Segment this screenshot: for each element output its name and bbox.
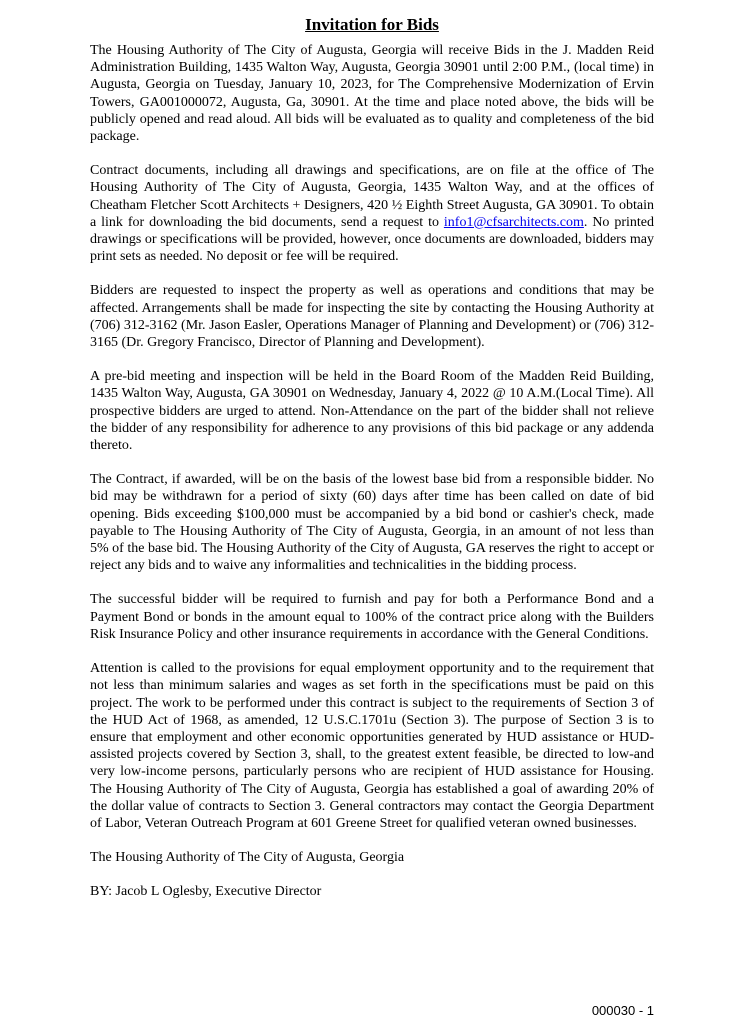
paragraph-pre-bid-meeting: A pre-bid meeting and inspection will be held in the Board Room of the Madden Reid Building, 1435 Walton Way, Augusta, GA 30901 on Wednesday, January 4, 2022 @ 10 A.M.(Local Time). All prospective bidders are urged to attend. Non-Attendance on the part of the bidder shall not relieve the bidder of any responsibility for adherence to any provisions of this bid package or any addenda thereto.: [90, 369, 654, 454]
signature-by: BY: Jacob L Oglesby, Executive Director: [90, 884, 322, 900]
paragraph-equal-opportunity: Attention is called to the provisions for equal employment opportunity and to the requirement that not less than minimum salaries and wages as set forth in the specifications must be paid on this project. The work to be performed under this contract is subject to the requirements of Section 3 of the HUD Act of 1968, as amended, 12 U.S.C.1701u (Section 3). The purpose of Section 3 is to ensure that employment and other economic opportunities generated by HUD assistance or HUD-assisted projects covered by Section 3, shall, to the greatest extent feasible, be directed to low-and very low-income persons, particularly persons who are recipient of HUD assistance for Housing. The Housing Authority of The City of Augusta, Georgia has established a goal of awarding 20% of the dollar value of contracts to Section 3. General contractors may contact the Georgia Department of Labor, Veteran Outreach Program at 601 Greene Street for qualified veteran owned businesses.: [90, 661, 654, 831]
document-title: Invitation for Bids: [305, 15, 439, 34]
page-number: 000030 - 1: [591, 1003, 654, 1018]
document-page: [90, 14, 654, 918]
paragraph-bid-receipt: The Housing Authority of The City of Augusta, Georgia will receive Bids in the J. Madden Reid Administration Building, 1435 Walton Way, Augusta, Georgia 30901 until 2:00 P.M., (local time) in Augusta, Georgia on Tuesday, January 10, 2023, for The Comprehensive Modernization of Ervin Towers, GA001000072, Augusta, Ga, 30901. At the time and place noted above, the bids will be publicly opened and read aloud. All bids will be evaluated as to quality and completeness of the bid package.: [90, 43, 654, 145]
paragraph-contract-documents-text-end: . No printed drawings or specifications will be provided, however, once documents are downloaded, bidders may print sets as needed. No deposit or fee will be required.: [90, 214, 655, 265]
email-link[interactable]: info1@cfsarchitects.com: [443, 214, 584, 230]
paragraph-site-inspection: Bidders are requested to inspect the property as well as operations and conditions that may be affected. Arrangements shall be made for inspecting the site by contacting the Housing Authority at (706) 312-3162 (Mr. Jason Easler, Operations Manager of Planning and Development) or (706) 312-3165 (Dr. Gregory Francisco, Director of Planning and Development).: [90, 283, 654, 351]
signature-organization: The Housing Authority of The City of Augusta, Georgia: [90, 850, 405, 866]
paragraph-contract-documents-text: Contract documents, including all drawings and specifications, are on file at the office of The Housing Authority of The City of Augusta, Georgia, 1435 Walton Way, and at the offices of Cheatham Fletcher Scott Architects + Designers, 420 ½ Eighth Street Augusta, GA 30901. To obtain a link for downloading the bid documents, send a request to: [90, 163, 654, 230]
paragraph-contract-documents: [90, 162, 654, 265]
paragraph-bonds: The successful bidder will be required to furnish and pay for both a Performance Bond and a Payment Bond or bonds in the amount equal to 100% of the contract price along with the Builders Risk Insurance Policy and other insurance requirements in accordance with the General Conditions.: [90, 592, 654, 642]
paragraph-contract-award: The Contract, if awarded, will be on the basis of the lowest base bid from a responsible bidder. No bid may be withdrawn for a period of sixty (60) days after time has been called on date of bid opening. Bids exceeding $100,000 must be accompanied by a bid bond or cashier's check, made payable to The Housing Authority of The City of Augusta, Georgia, in an amount of not less than 5% of the base bid. The Housing Authority of the City of Augusta, GA reserves the right to accept or reject any bids and to waive any informalities and technicalities in the bidding process.: [90, 472, 654, 574]
